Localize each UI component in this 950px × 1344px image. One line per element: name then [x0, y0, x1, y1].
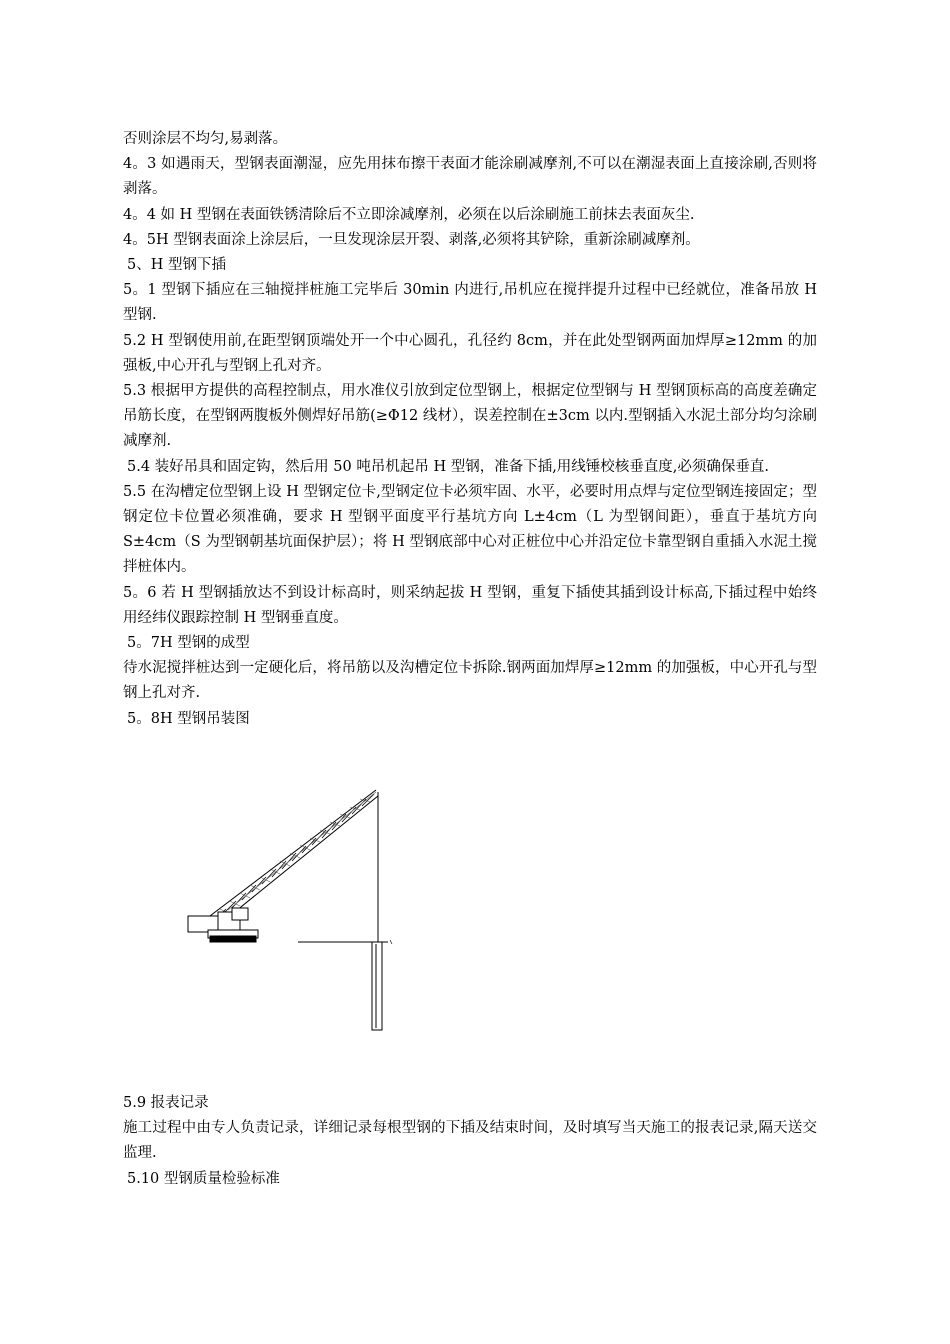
- paragraph: 5.5 在沟槽定位型钢上设 H 型钢定位卡,型钢定位卡必须牢固、水平，必要时用点焊与定位型钢连接固定；型钢定位卡位置必须准确，要求 H 型钢平面度平行基坑方向 L±4cm（L 为型钢间距），垂直于基坑方向 S±4cm（S 为型钢朝基坑面保护层）；将 H 型钢底部中心对正桩位中心并沿定位卡靠型钢自重插入水泥土搅拌桩体内。: [123, 483, 817, 576]
- paragraph: 5.3 根据甲方提供的高程控制点，用水准仪引放到定位型钢上，根据定位型钢与 H 型钢顶标高的高度差确定吊筋长度，在型钢两腹板外侧焊好吊筋(≥Φ12 线材），误差控制在±3cm 以内.型钢插入水泥土部分均匀涂刷减摩剂.: [123, 383, 817, 450]
- paragraph: 5.2 H 型钢使用前,在距型钢顶端处开一个中心圆孔，孔径约 8cm，并在此处型钢两面加焊厚≥12mm 的加强板,中心开孔与型钢上孔对齐。: [123, 332, 817, 374]
- text-body-top: [123, 127, 817, 732]
- paragraph: 5。1 型钢下插应在三轴搅拌桩施工完毕后 30min 内进行,吊机应在搅拌提升过程中已经就位，准备吊放 H 型钢.: [123, 282, 817, 324]
- section-heading: 5.9 报表记录: [123, 1095, 209, 1111]
- paragraph: 4。3 如遇雨天，型钢表面潮湿，应先用抹布擦干表面才能涂刷减摩剂,不可以在潮湿表面上直接涂刷,否则将剥落。: [123, 156, 817, 198]
- figure-heading: 5。8H 型钢吊装图: [127, 710, 250, 727]
- section-heading: 5。7H 型钢的成型: [127, 635, 250, 652]
- section-heading: 5、H 型钢下插: [127, 257, 226, 274]
- paragraph: 4。4 如 H 型钢在表面铁锈清除后不立即涂减摩剂，必须在以后涂刷施工前抹去表面灰尘.: [123, 206, 695, 223]
- crane-lifting-diagram: [180, 782, 420, 1038]
- paragraph: 5.4 装好吊具和固定钩，然后用 50 吨吊机起吊 H 型钢，准备下插,用线锤校核垂直度,必须确保垂直.: [127, 458, 770, 475]
- paragraph: 否则涂层不均匀,易剥落。: [123, 131, 288, 147]
- section-heading: 5.10 型钢质量检验标准: [127, 1170, 280, 1187]
- paragraph: 5。6 若 H 型钢插放达不到设计标高时，则采纳起拔 H 型钢，重复下插使其插到设计标高,下插过程中始终用经纬仪跟踪控制 H 型钢垂直度。: [123, 584, 817, 626]
- text-body-bottom: [123, 1091, 817, 1192]
- paragraph: 4。5H 型钢表面涂上涂层后，一旦发现涂层开裂、剥落,必须将其铲除，重新涂刷减摩剂。: [123, 231, 700, 248]
- paragraph: 待水泥搅拌桩达到一定硬化后，将吊筋以及沟槽定位卡拆除.钢两面加焊厚≥12mm 的加强板，中心开孔与型钢上孔对齐.: [123, 660, 817, 702]
- paragraph: 施工过程中由专人负责记录，详细记录每根型钢的下插及结束时间，及时填写当天施工的报表记录,隔天送交监理.: [123, 1120, 817, 1162]
